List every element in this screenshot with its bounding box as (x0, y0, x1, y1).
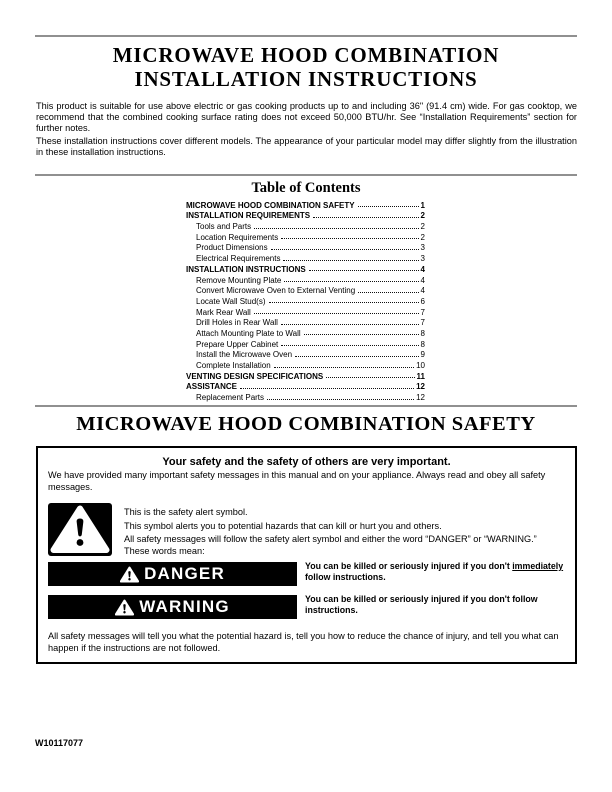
toc-heading: Table of Contents (251, 180, 361, 196)
horizontal-rule-top (35, 35, 577, 37)
document-title (36, 43, 576, 91)
toc-entry-label: Replacement Parts (196, 393, 265, 403)
dot-leader (283, 260, 418, 261)
safety-box-outro: All safety messages will tell you what the potential hazard is, tell you how to reduce the chance of injury, and tell you what can happen if the instructions are not followed. (48, 631, 559, 653)
toc-entry (186, 199, 425, 210)
toc-entry-page-number: 6 (420, 296, 425, 306)
danger-banner-label: DANGER (144, 564, 225, 583)
intro-paragraph-2: These installation instructions cover different models. The appearance of your particular model may differ slightly from the illustration in these installation instructions. (36, 136, 577, 157)
toc-entry-page-number: 10 (416, 361, 425, 370)
toc-entry (186, 263, 425, 274)
dot-leader (281, 345, 418, 346)
dot-leader (284, 281, 418, 282)
toc-entry-page-number: 4 (420, 275, 425, 285)
danger-banner (48, 562, 297, 586)
toc-entry-page-number: 3 (420, 243, 425, 253)
warning-banner-label: WARNING (139, 597, 230, 616)
dot-leader (358, 206, 419, 207)
toc-entry-label: MICROWAVE HOOD COMBINATION SAFETY (186, 200, 355, 210)
danger-explanation-text: You can be killed or seriously injured if you don't (305, 561, 513, 571)
dot-leader (326, 377, 414, 378)
toc-entry-page-number: 2 (420, 211, 425, 221)
dot-leader (281, 324, 419, 325)
toc-entry-label: Install the Microwave Oven (196, 350, 293, 360)
toc-entry-label: Product Dimensions (196, 243, 268, 253)
toc-entry-label: Tools and Parts (196, 222, 252, 232)
dot-leader (274, 367, 414, 368)
toc-entry-label: VENTING DESIGN SPECIFICATIONS (186, 371, 324, 381)
danger-explanation (305, 561, 573, 583)
danger-explanation-tail: follow instructions. (305, 572, 386, 582)
document-part-number: W10117077 (35, 738, 84, 748)
dot-leader (304, 334, 419, 335)
alert-words-explanation-line1: All safety messages will follow the safety alert symbol and either the word “DANGER” or “WARNING.” (124, 534, 537, 544)
toc-entry-label: Convert Microwave Oven to External Venting (196, 286, 356, 296)
dot-leader (295, 356, 419, 357)
toc-entry (186, 338, 425, 349)
toc-entry-page-number: 12 (416, 382, 425, 392)
safety-box-intro: We have provided many important safety messages in this manual and on your appliance. Always read and obey all safety messages. (48, 470, 546, 492)
toc-entry (186, 306, 425, 317)
toc-entry-label: Electrical Requirements (196, 254, 281, 264)
intro-paragraphs (36, 101, 577, 158)
warning-triangle-icon (115, 599, 134, 616)
toc-entry-label: ASSISTANCE (186, 382, 237, 392)
toc-entry-label: Complete Installation (196, 361, 271, 370)
toc-entry-label: Remove Mounting Plate (196, 275, 282, 285)
toc-entry (186, 349, 425, 360)
toc-entry (186, 327, 425, 338)
toc-entry-page-number: 7 (420, 318, 425, 328)
toc-entry (186, 317, 425, 328)
toc-entry-label: Prepare Upper Cabinet (196, 339, 279, 349)
toc-entry-page-number: 1 (420, 200, 425, 210)
warning-explanation: You can be killed or seriously injured if you don't follow instructions. (305, 594, 538, 615)
document-title-line1: MICROWAVE HOOD COMBINATION (112, 43, 500, 67)
alert-symbol-description: This symbol alerts you to potential hazards that can kill or hurt you and others. (124, 521, 442, 531)
toc-entry-label: INSTALLATION INSTRUCTIONS (186, 264, 306, 274)
alert-symbol-caption: This is the safety alert symbol. (124, 507, 248, 517)
dot-leader (240, 388, 414, 389)
toc-entry (186, 220, 425, 231)
alert-words-explanation (124, 534, 576, 557)
horizontal-rule-low (35, 405, 577, 407)
dot-leader (254, 228, 418, 229)
dot-leader (309, 270, 419, 271)
toc-entry-label: Location Requirements (196, 232, 279, 242)
toc-entry (186, 295, 425, 306)
alert-words-explanation-line2: These words mean: (124, 545, 205, 556)
toc-entry-label: Locate Wall Stud(s) (196, 296, 266, 306)
toc-entry-label: Mark Rear Wall (196, 307, 251, 317)
dot-leader (271, 249, 419, 250)
dot-leader (269, 302, 419, 303)
safety-alert-symbol-icon (48, 503, 112, 556)
warning-triangle-icon (120, 566, 139, 583)
toc-entry (186, 391, 425, 402)
toc-entry-page-number: 7 (420, 307, 425, 317)
warning-banner (48, 595, 297, 619)
toc-entry-page-number: 12 (416, 393, 425, 403)
toc-entry-page-number: 2 (420, 232, 425, 242)
dot-leader (281, 238, 418, 239)
toc-entry (186, 231, 425, 242)
toc-entry-label: Drill Holes in Rear Wall (196, 318, 278, 328)
table-of-contents (186, 199, 425, 402)
toc-entry-label: Attach Mounting Plate to Wall (196, 328, 301, 338)
toc-entry-page-number: 8 (420, 339, 425, 349)
toc-entry-page-number: 4 (420, 286, 425, 296)
toc-entry (186, 242, 425, 253)
toc-entry (186, 285, 425, 296)
safety-notice-box (36, 446, 577, 664)
toc-entry (186, 370, 425, 381)
dot-leader (358, 292, 418, 293)
toc-entry-page-number: 8 (420, 328, 425, 338)
safety-box-title: Your safety and the safety of others are very important. (162, 456, 451, 468)
toc-entry-label: INSTALLATION REQUIREMENTS (186, 211, 311, 221)
toc-entry-page-number: 9 (420, 350, 425, 360)
toc-entry-page-number: 2 (420, 222, 425, 232)
toc-entry (186, 210, 425, 221)
toc-entry (186, 359, 425, 370)
toc-entry (186, 381, 425, 392)
toc-entry (186, 252, 425, 263)
horizontal-rule-mid (35, 174, 577, 176)
toc-entry-page-number: 4 (420, 264, 425, 274)
dot-leader (267, 399, 414, 400)
danger-explanation-underlined: immediately (512, 561, 564, 571)
safety-section-heading: MICROWAVE HOOD COMBINATION SAFETY (76, 413, 536, 435)
intro-paragraph-1: This product is suitable for use above electric or gas cooking products up to and including 36" (91.4 cm) wide. For gas cooktop, we recommend that the combined cooking surface rating does not exceed 50,000 BTU/hr. See “Installation Requirements” section for further notes. (36, 101, 577, 133)
document-title-line2: INSTALLATION INSTRUCTIONS (134, 67, 478, 91)
dot-leader (254, 313, 419, 314)
dot-leader (313, 217, 418, 218)
toc-entry-page-number: 3 (420, 254, 425, 264)
toc-entry-page-number: 11 (416, 371, 425, 381)
toc-entry (186, 274, 425, 285)
